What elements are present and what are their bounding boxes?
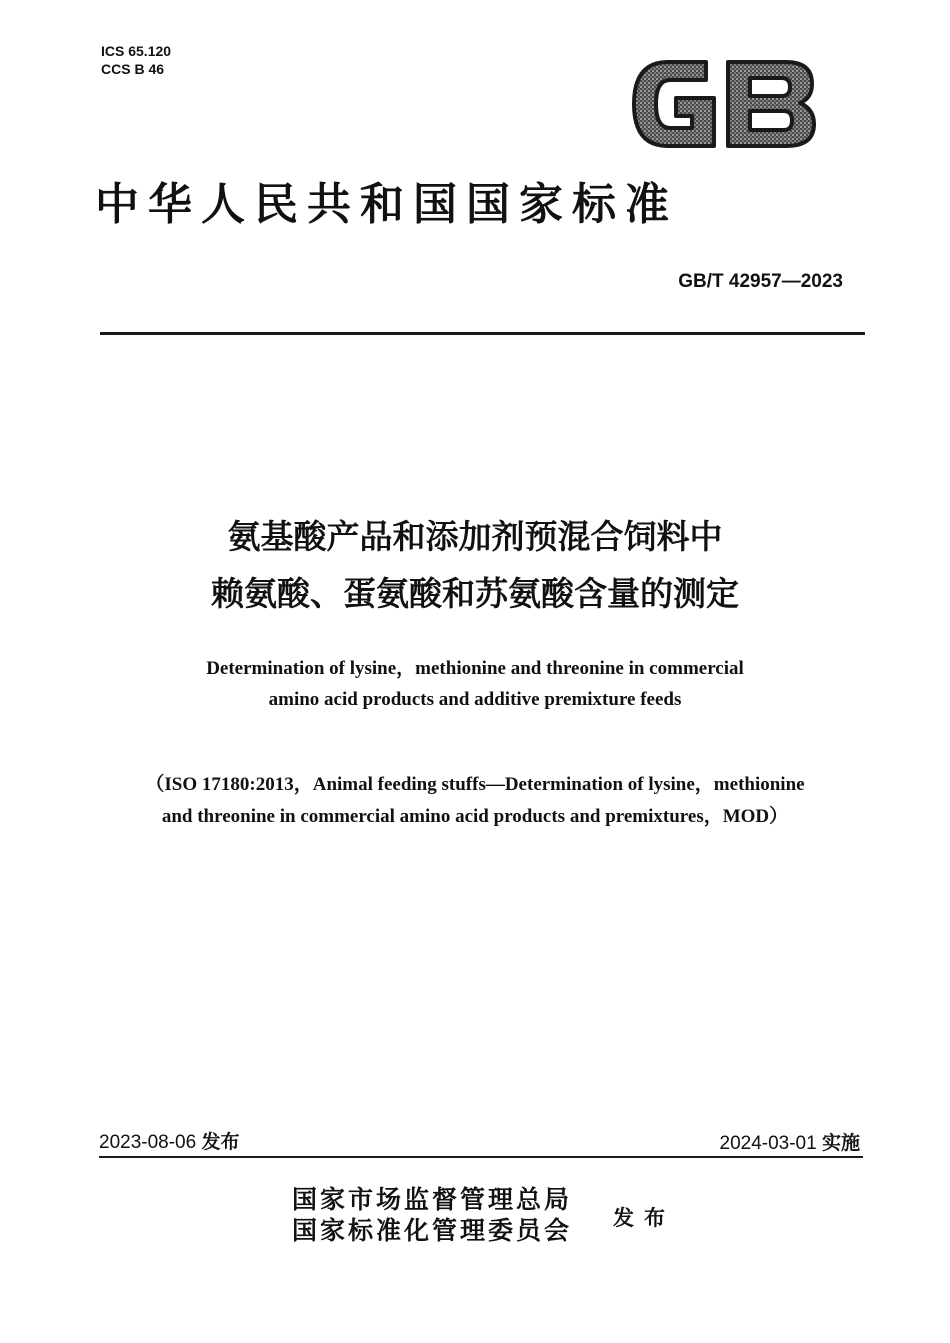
title-chinese-line2: 赖氨酸、蛋氨酸和苏氨酸含量的测定 xyxy=(211,574,739,613)
ccs-code: CCS B 46 xyxy=(101,61,165,77)
standard-number: GB/T 42957—2023 xyxy=(678,271,843,292)
implement-date: 2024-03-01 xyxy=(719,1133,817,1154)
issue-label: 发布 xyxy=(201,1131,240,1153)
footer-divider xyxy=(99,1156,863,1158)
title-english-line2: amino acid products and additive premixture feeds xyxy=(268,689,682,710)
issuing-authorities xyxy=(292,1184,572,1246)
ics-code: ICS 65.120 xyxy=(101,43,172,59)
title-chinese-line1: 氨基酸产品和添加剂预混合饲料中 xyxy=(227,517,723,556)
issue-date-block xyxy=(99,1130,240,1155)
classification-codes xyxy=(101,42,171,78)
publish-label: 发布 xyxy=(613,1205,675,1230)
implement-date-block xyxy=(720,1131,861,1156)
national-standard-heading: 中华人民共和国国家标准 xyxy=(95,179,678,230)
issue-date: 2023-08-06 xyxy=(99,1132,197,1153)
implement-label: 实施 xyxy=(821,1132,860,1154)
gb-logo-graphic xyxy=(628,54,818,154)
title-english-line1: Determination of lysine，methionine and threonine in commercial xyxy=(206,658,744,679)
issuer-sac: 国家标准化管理委员会 xyxy=(292,1216,573,1245)
issuer-samr: 国家市场监督管理总局 xyxy=(292,1185,573,1214)
iso-reference-line2: and threonine in commercial amino acid products and premixtures，MOD） xyxy=(161,806,789,827)
gb-logo xyxy=(628,54,818,154)
iso-reference-line1: （ISO 17180:2013，Animal feeding stuffs—Determination of lysine，methionine xyxy=(145,774,805,795)
header-divider xyxy=(100,332,865,335)
